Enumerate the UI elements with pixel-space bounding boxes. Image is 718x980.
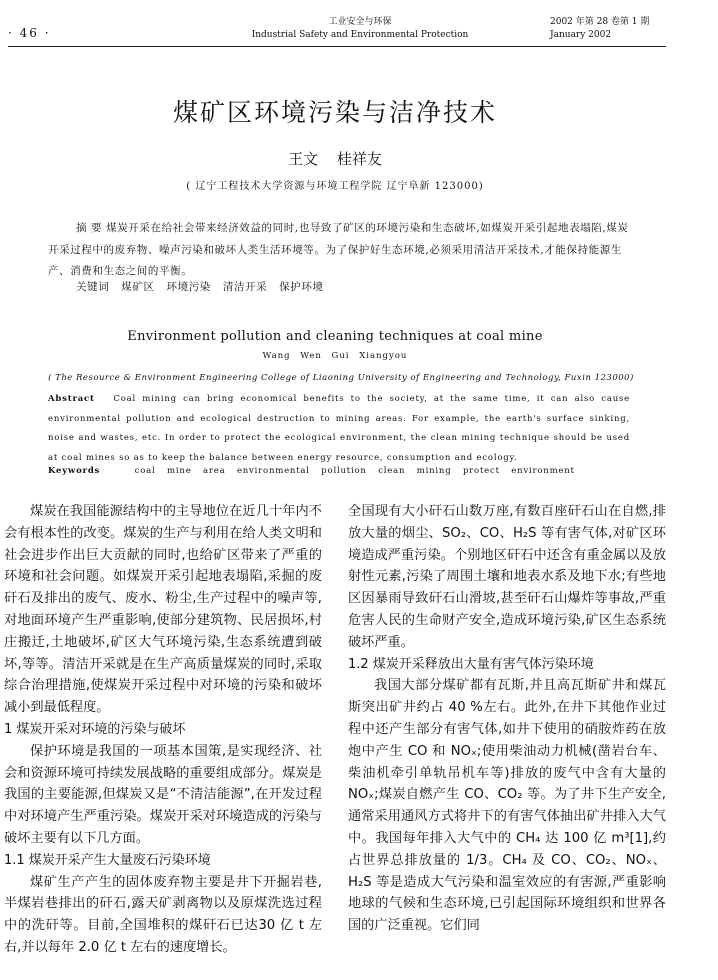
english-keywords-label: Keywords	[48, 466, 101, 476]
issue-en: January 2002	[550, 30, 612, 40]
header-rule	[8, 46, 666, 47]
journal-name-en: Industrial Safety and Environmental Protection	[251, 30, 469, 40]
abstract-cn-label: 摘 要	[76, 222, 103, 234]
body-column-right	[348, 501, 666, 937]
abstract-cn	[48, 218, 630, 283]
body-paragraph: 保护环境是我国的一项基本国策,是实现经济、社会和资源环境可持续发展战略的重要组成部分。煤炭是我国的主要能源,但煤炭又是“不清洁能源”,在开发过程中对环境产生严重污染。煤炭开采对环境造成的污染与破坏主要有以下几方面。	[4, 743, 322, 846]
body-paragraph: 我国大部分煤矿都有瓦斯,并且高瓦斯矿井和煤瓦斯突出矿井约占 40 %左右。此外,在井下其他作业过程中还产生部分有害气体,如井下使用的硝胺炸药在放炮中产生 CO 和 NOₓ;使用柴油动力机械(凿岩台车、柴油机牵引单轨吊机车等)排放的废气中含有大量的 NOₓ;煤炭自燃产生 CO、CO₂ 等。为了井下生产安全,通常采用通风方式将井下的有害气体抽出矿井排入大气中。我国每年排入大气中的 CH₄ 达 100 亿 m³[1],约占世界总排放量的 1/3。CH₄ 及 CO、CO₂、NOₓ、H₂S 等是造成大气污染和温室效应的有害源,严重影响地球的气候和生态环境,已引起国际环境组织和世界各国的广泛重视。它们同	[348, 678, 666, 934]
english-title: Environment pollution and cleaning techniques at coal mine	[127, 329, 543, 344]
body-column-left	[4, 501, 322, 959]
english-authors: Wang Wen Gui Xiangyou	[262, 351, 408, 361]
page-number: · 46 ·	[8, 26, 51, 40]
english-abstract-label: Abstract	[48, 394, 95, 404]
subsection-heading: 1.2 煤炭开采释放出大量有害气体污染环境	[348, 656, 594, 672]
english-abstract	[48, 390, 630, 468]
issue-info	[550, 16, 649, 42]
body-paragraph: 煤矿生产产生的固体废弃物主要是井下开掘岩巷,半煤岩巷排出的矸石,露天矿剥离物以及原煤洗选过程中的洗矸等。目前,全国堆积的煤矸石已达30 亿 t 左右,并以每年 2.0 亿 t 左右的速度增长。	[4, 874, 322, 955]
body-paragraph: 煤炭在我国能源结构中的主导地位在近几十年内不会有根本性的改变。煤炭的生产与利用在给人类文明和社会进步作出巨大贡献的同时,也给矿区带来了严重的环境和社会问题。如煤炭开采引起地表塌陷,采掘的废矸石及排出的废气、废水、粉尘,生产过程中的噪声等,对地面环境产生严重影响,使部分建筑物、民居损坏,村庄搬迁,土地破坏,矿区大气环境污染,生态系统遭到破坏,等等。清洁开采就是在生产高质量煤炭的同时,采取综合治理措施,使煤炭开采过程中对环境的污染和破坏减小到最低程度。	[4, 504, 322, 716]
keywords-cn-items: 煤矿区 环境污染 清洁开采 保护环境	[121, 281, 324, 293]
paper-affiliation: ( 辽宁工程技术大学资源与环境工程学院 辽宁阜新 123000)	[186, 181, 484, 192]
english-keywords-items: coal mine area environmental pollution clean mining protect environment	[134, 466, 575, 476]
journal-name-cn: 工业安全与环保	[328, 17, 392, 27]
paper-authors: 王文 桂祥友	[288, 150, 382, 168]
subsection-heading: 1.1 煤炭开采产生大量废石污染环境	[4, 852, 211, 868]
english-affiliation: ( The Resource & Environment Engineering College of Liaoning University of Engineering and Technology, Fuxin 123000)	[48, 373, 634, 383]
section-heading: 1 煤炭开采对环境的污染与破坏	[4, 721, 186, 737]
journal-header	[195, 16, 525, 42]
keywords-cn-label: 关键词	[76, 281, 110, 293]
keywords-cn	[76, 279, 324, 294]
body-paragraph: 全国现有大小矸石山数万座,有数百座矸石山在自燃,排放大量的烟尘、SO₂、CO、H₂S 等有害气体,对矿区环境造成严重污染。个别地区矸石中还含有重金属以及放射性元素,污染了周围土壤和地表水系及地下水;有些地区因暴雨导致矸石山滑坡,甚至矸石山爆炸等事故,严重危害人民的生命财产安全,造成环境污染,矿区生态系统破坏严重。	[348, 504, 666, 650]
english-keywords	[48, 466, 575, 476]
abstract-cn-text: 煤炭开采在给社会带来经济效益的同时,也导致了矿区的环境污染和生态破坏,如煤炭开采引起地表塌陷,煤炭开采过程中的废弃物、噪声污染和破坏人类生活环境等。为了保护好生态环境,必须采用清洁开采技术,才能保持能源生产、消费和生态之间的平衡。	[48, 222, 629, 277]
paper-title: 煤矿区环境污染与洁净技术	[172, 98, 497, 127]
issue-cn: 2002 年第 28 卷第 1 期	[550, 17, 650, 27]
english-abstract-text: Coal mining can bring economical benefits to the society, at the same time, it can also cause environmental pollution and ecological destruction to mining areas. For example, the earth's surface sinking, noise and wastes, etc. In order to protect the ecological environment, the clean mining technique should be used at coal mines so as to keep the balance between energy resource, consumption and ecology.	[48, 394, 630, 463]
